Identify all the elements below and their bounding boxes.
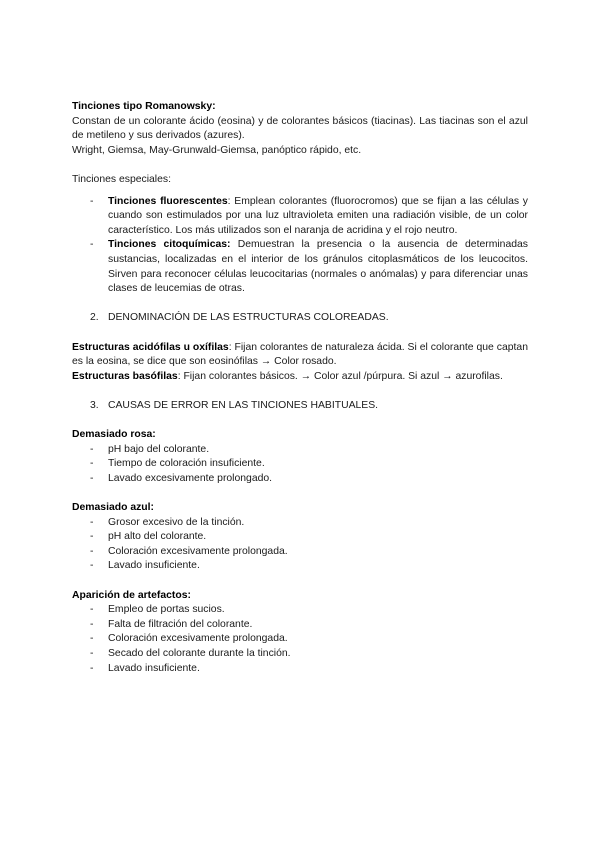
basofilas-paragraph: Estructuras basófilas: Fijan colorantes básicos. → Color azul /púrpura. Si azul → azurofilas. bbox=[72, 370, 503, 382]
romanowsky-body: Constan de un colorante ácido (eosina) y de colorantes básicos (tiacinas). Las tiacinas son el azul de metileno y sus derivados (azures). bbox=[72, 115, 528, 142]
item-text: : Emplean colorantes (fluorocromos) que se fijan a las células y cuando son estimulados por una luz ultravioleta emiten una radiación visible, de un color característico. Los más utilizados son el naranja de acridina y el rojo neutro. bbox=[108, 195, 529, 236]
list-item: - Empleo de portas sucios. bbox=[90, 604, 225, 616]
item-term: Tinciones citoquímicas: bbox=[108, 239, 231, 251]
list-item: - pH alto del colorante. bbox=[90, 531, 207, 543]
error-list-rosa bbox=[72, 443, 528, 487]
list-item: - Coloración excesivamente prolongada. bbox=[90, 545, 288, 557]
item-text: Demuestran la presencia o la ausencia de determinadas sustancias, localizadas en el interior de los gránulos citoplasmáticos de los leucocitos. Sirven para reconocer células leucocitarias (normales o anómalas) y para diferenciar unas clases de leucemias de otras. bbox=[108, 239, 528, 295]
document-page bbox=[72, 100, 528, 676]
dash-marker: - bbox=[90, 195, 94, 207]
list-item: - Secado del colorante durante la tinción. bbox=[90, 647, 291, 659]
list-item: - Lavado excesivamente prolongado. bbox=[90, 472, 273, 484]
dash-marker: - bbox=[90, 239, 94, 251]
romanowsky-heading: Tinciones tipo Romanowsky: bbox=[72, 101, 216, 112]
error-group-heading: Aparición de artefactos: bbox=[72, 589, 191, 601]
list-item: - Coloración excesivamente prolongada. bbox=[90, 633, 288, 645]
list-item: - Lavado insuficiente. bbox=[90, 662, 200, 674]
acidofilas-paragraph: Estructuras acidófilas u oxífilas: Fijan colorantes de naturaleza ácida. Si el colorante que captan es la eosina, se dice que son eosinófilas → Color rosado. bbox=[72, 341, 528, 368]
list-item bbox=[72, 195, 528, 239]
error-list-artefactos bbox=[72, 603, 528, 676]
section-2-heading: 2. DENOMINACIÓN DE LAS ESTRUCTURAS COLOREADAS. bbox=[90, 312, 389, 324]
error-group-heading: Demasiado rosa: bbox=[72, 429, 156, 441]
list-item: - pH bajo del colorante. bbox=[90, 443, 210, 455]
list-item: - Grosor excesivo de la tinción. bbox=[90, 516, 245, 528]
error-list-azul bbox=[72, 516, 528, 574]
list-item bbox=[72, 238, 528, 296]
especiales-list bbox=[72, 195, 528, 297]
list-item: - Falta de filtración del colorante. bbox=[90, 618, 253, 630]
error-group-heading: Demasiado azul: bbox=[72, 502, 154, 514]
romanowsky-examples: Wright, Giemsa, May-Grunwald-Giemsa, panóptico rápido, etc. bbox=[72, 144, 362, 156]
section-3-heading: 3. CAUSAS DE ERROR EN LAS TINCIONES HABITUALES. bbox=[90, 399, 379, 411]
list-item: - Tiempo de coloración insuficiente. bbox=[90, 458, 265, 470]
list-item: - Lavado insuficiente. bbox=[90, 560, 200, 572]
item-term: Tinciones fluorescentes bbox=[108, 195, 228, 207]
especiales-heading: Tinciones especiales: bbox=[72, 173, 171, 185]
